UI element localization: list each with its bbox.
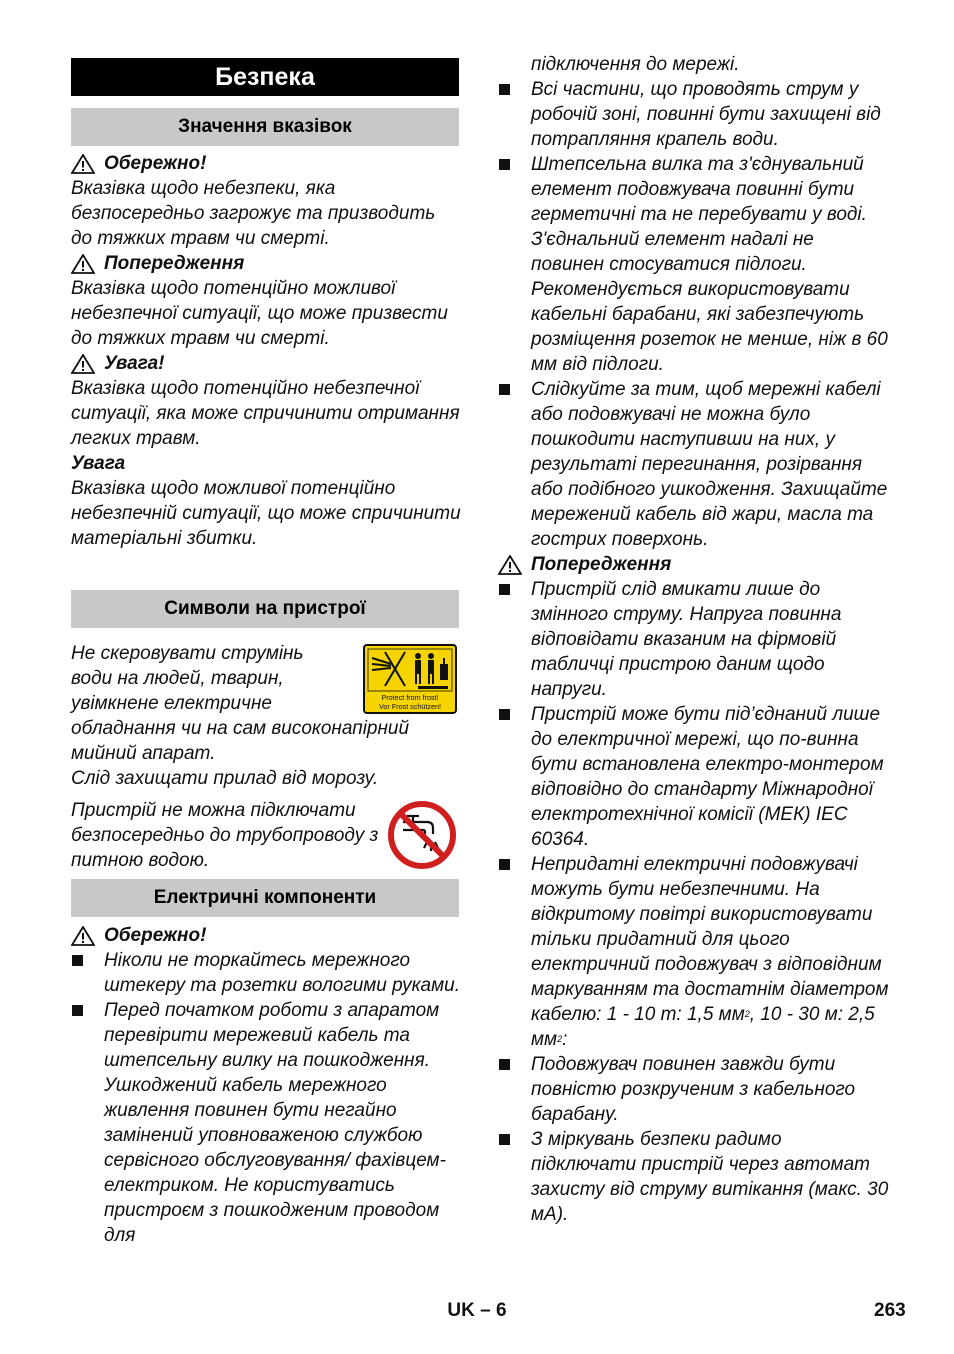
list-item: З міркувань безпеки радимо підключати пристрій через автомат захисту від струму витікання (макс. 30 мА). (498, 1127, 890, 1227)
list-item: Штепсельна вилка та з'єднувальний елемент подовжувача повинні бути герметичні та не перебувати у воді. З'єднальний елемент надалі не повинен стосуватися підлоги. Рекомендується використовувати кабельні барабани, які забезпечують розміщення розеток не менше, ніж в 60 мм від підлоги. (498, 152, 890, 377)
protect-from-frost-sign-icon (363, 644, 457, 714)
list-item-continued: підключення до мережі. (531, 54, 740, 75)
warning-warning-label: Попередження (71, 251, 461, 276)
symbol-water-text: Пристрій не можна підключати безпосередньо до трубопроводу з питною водою. (71, 800, 379, 871)
symbol-jet-text-a: Не скеровувати струмінь води на людей, тварин, увімкнене електричне (71, 643, 304, 714)
warning-danger-text: Вказівка щодо небезпеки, яка безпосередньо загрожує та призводить до тяжких травм чи смерті. (71, 178, 436, 249)
bullet-square-icon (499, 1059, 510, 1070)
notice-text: Вказівка щодо можливої потенційно небезпечній ситуації, що може спричинити матеріальні збитки. (71, 478, 461, 549)
section-heading-symbols: Символи на пристрої (71, 590, 459, 628)
list-item: Слідкуйте за тим, щоб мережні кабелі або подовжувачі не можна було пошкодити наступивши на них, у результаті перегинання, розірвання або подібного ушкодження. Захищайте мережений кабель від жари, масла та гострих поверхонь. (498, 377, 890, 552)
bullet-square-icon (499, 384, 510, 395)
warning-caution-text: Вказівка щодо потенційно небезпечної ситуації, яка може спричинити отримання легких травм. (71, 378, 460, 449)
page-title: Безпека (71, 58, 459, 96)
electrical-warning-label: Попередження (498, 552, 890, 577)
section-heading-electrical: Електричні компоненти (71, 879, 459, 917)
notice-label: Увага (71, 453, 126, 474)
symbol-frost-text: Слід захищати прилад від морозу. (71, 768, 379, 789)
section-heading-notes: Значення вказівок (71, 108, 459, 146)
bullet-square-icon (499, 709, 510, 720)
warning-caution-label: Увага! (71, 351, 461, 376)
bullet-square-icon (499, 859, 510, 870)
warning-triangle-icon (498, 555, 522, 575)
list-item: Пристрій може бути під’єднаний лише до електричної мережі, що по-винна бути встановлена електро-монтером відповідно до стандарту Міжнародної електротехнічної комісії (МЕК) IEC 60364. (498, 702, 890, 852)
warning-danger-label: Обережно! (71, 151, 461, 176)
list-item: Подовжувач повинен завжди бути повністю розкрученим з кабельного барабану. (498, 1052, 890, 1127)
list-item: Ніколи не торкайтесь мережного штекеру та розетки вологими руками. (71, 948, 463, 998)
frost-sign-line-1: Protect from frost! (381, 693, 439, 702)
footer-page-number: 263 (874, 1300, 906, 1321)
warning-warning-text: Вказівка щодо потенційно можливої небезпечної ситуації, що може призвести до тяжких травм чи смерті. (71, 278, 448, 349)
no-drinking-water-connection-icon (387, 800, 457, 870)
frost-sign-line-2: Vor Frost schützen! (379, 702, 441, 711)
bullet-square-icon (499, 1134, 510, 1145)
bullet-square-icon (499, 584, 510, 595)
bullet-square-icon (72, 1005, 83, 1016)
warning-triangle-icon (71, 254, 95, 274)
hazard-levels (71, 151, 461, 551)
warning-triangle-icon (71, 354, 95, 374)
list-item: Непридатні електричні подовжувачі можуть бути небезпечними. На відкритому повітрі використовувати тільки придатний для цього електричний подовжувач з відповідним маркуванням та достатнім діаметром кабелю: 1 - 10 m: 1,5 $мм^2$, 10 - 30 м: 2,5 $мм^2$: (498, 852, 890, 1052)
bullet-square-icon (499, 159, 510, 170)
electrical-list-left (71, 923, 463, 1248)
symbol-jet-text-b: обладнання чи на сам високонапірний мийний апарат. Слід захищати прилад від морозу. (71, 716, 463, 791)
bullet-square-icon (72, 955, 83, 966)
footer-language-page: UK – 6 (447, 1300, 507, 1321)
warning-triangle-icon (71, 926, 95, 946)
electrical-list-right (498, 52, 890, 1227)
warning-triangle-icon (71, 154, 95, 174)
list-item: Всі частини, що проводять струм у робочій зоні, повинні бути захищені від потрапляння крапель води. (498, 77, 890, 152)
list-item: Перед початком роботи з апаратом перевірити мережевий кабель та штепсельну вилку на пошкодження. Ушкоджений кабель мережного живлення повинен бути негайно замінений уповноваженою службою сервісного обслуговування/ фахівцем-електриком. Не користуватись пристроєм з пошкодженим проводом для (71, 998, 463, 1248)
bullet-square-icon (499, 84, 510, 95)
electrical-danger-label: Обережно! (71, 923, 463, 948)
list-item: Пристрій слід вмикати лише до змінного струму. Напруга повинна відповідати вказаним на фірмовій табличці пристрою даним щодо напруги. (498, 577, 890, 702)
